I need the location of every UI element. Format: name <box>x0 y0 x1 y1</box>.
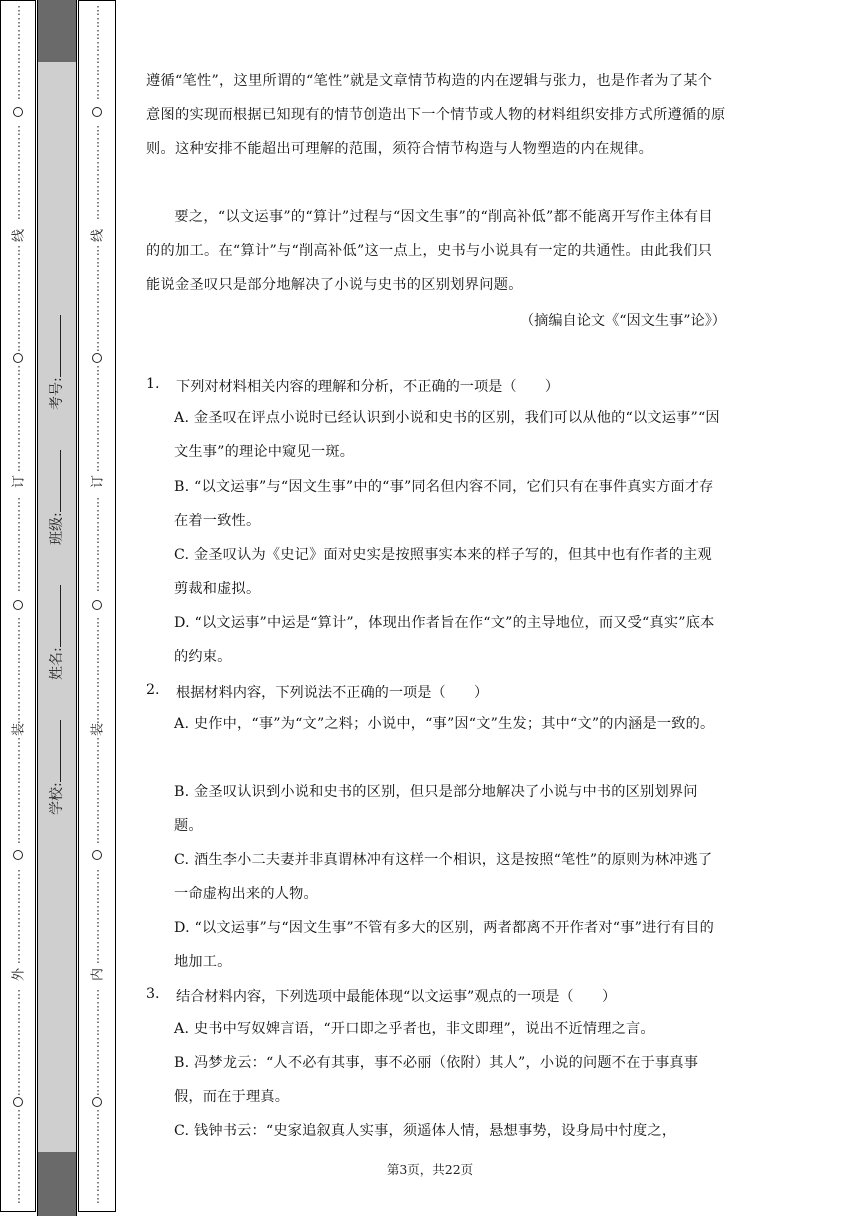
answer-option: A. 史书中写奴婢言语，“开口即之乎者也，非文即理”，说出不近情理之言。 <box>174 1021 655 1037</box>
outer-dots: ⋮ <box>13 1144 25 1157</box>
outer-dots: ⋮ <box>13 796 25 809</box>
outer-dots: ⋮ <box>13 628 25 641</box>
outer-dots: ⋮ <box>13 520 25 533</box>
answer-option: B. 冯梦龙云：“人不必有其事，事不必丽（依附）其人”，小说的问题不在于事真事假，而在于理真。 <box>174 1055 699 1105</box>
question-stem: 根据材料内容，下列说法不正确的一项是（ ） <box>176 685 489 701</box>
binding-hole-circle <box>13 850 23 860</box>
answer-option: C. 酒生李小二夫妻并非真谓林冲有这样一个相识，这是按照“笔性”的原则为林冲逃了一命虚构出来的人物。 <box>174 852 713 902</box>
passage-paragraph: 遵循“笔性”，这里所谓的“笔性”就是文章情节构造的内在逻辑与张力，也是作者为了某个意图的实现而根据已知现有的情节创造出下一个情节或人物的材料组织安排方式所遵循的原则。这种安排不能超出可理解的范围，须符合情节构造与人物塑造的内在规律。 <box>146 73 726 157</box>
outer-dots: ⋮ <box>13 1060 25 1073</box>
outer-dots: ⋮ <box>13 328 25 341</box>
inner-dots: ⋮ <box>92 508 104 521</box>
answer-option: A. 史作中，“事”为“文”之料；小说中，“事”因“文”生发；其中“文”的内涵是一致的。 <box>174 716 715 732</box>
outer-dots: ⋮ <box>13 688 25 701</box>
outer-dots: ⋮ <box>13 268 25 281</box>
answer-option: B. “以文运事”与“因文生事”中的“事”同名但内容不同，它们只有在事件真实方面才存在着一致性。 <box>174 479 714 529</box>
outer-dots: ⋮ <box>13 280 25 293</box>
outer-dots: ⋮ <box>13 1168 25 1181</box>
inner-dots: ⋮ <box>92 1192 104 1205</box>
page-footer: 第3页，共22页 <box>386 1162 474 1177</box>
inner-dots: ⋮ <box>92 400 104 413</box>
inner-dots: ⋮ <box>92 496 104 509</box>
outer-dots: ⋮ <box>13 736 25 749</box>
inner-dots: ⋮ <box>92 916 104 929</box>
outer-dots: ⋮ <box>13 172 25 185</box>
outer-dots: ⋮ <box>13 496 25 509</box>
outer-dots: ⋮ <box>13 436 25 449</box>
answer-option: D. “以文运事”中运是“算计”，体现出作者旨在作“文”的主导地位，而又受“真实”底本的约束。 <box>174 615 715 665</box>
outer-dots: ⋮ <box>13 64 25 77</box>
inner-dots: ⋮ <box>92 928 104 941</box>
inner-dots: ⋮ <box>92 160 104 173</box>
outer-dots: ⋮ <box>13 184 25 197</box>
inner-dots: ⋮ <box>92 544 104 557</box>
outer-dots: ⋮ <box>13 412 25 425</box>
outer-dots: ⋮ <box>13 940 25 953</box>
outer-dots: ⋮ <box>13 196 25 209</box>
outer-dots: ⋮ <box>13 748 25 761</box>
inner-dots: ⋮ <box>92 1084 104 1097</box>
passage-paragraph: 要之，“以文运事”的“算计”过程与“因文生事”的“削高补低”都不能离开写作主体有目的的加工。在“算计”与“削高补低”这一点上，史书与小说具有一定的共通性。由此我们只能说金圣叹只是部分地解决了小说与史书的区别划界问题。 <box>146 209 713 293</box>
inner-dots: ⋮ <box>92 736 104 749</box>
inner-dots: ⋮ <box>92 64 104 77</box>
outer-dots: ⋮ <box>13 16 25 29</box>
question-stem: 下列对材料相关内容的理解和分析，不正确的一项是（ ） <box>176 379 560 395</box>
outer-dots: ⋮ <box>13 76 25 89</box>
outer-dots: ⋮ <box>13 1132 25 1145</box>
binding-mark-character: 订 <box>90 475 106 489</box>
outer-dots: ⋮ <box>13 448 25 461</box>
outer-dots: ⋮ <box>13 652 25 665</box>
outer-dots: ⋮ <box>13 880 25 893</box>
outer-dots: ⋮ <box>13 700 25 713</box>
inner-dots: ⋮ <box>92 652 104 665</box>
outer-dots: ⋮ <box>13 1180 25 1193</box>
binding-mark-character: 装 <box>11 723 27 737</box>
inner-dots: ⋮ <box>92 172 104 185</box>
outer-dots: ⋮ <box>13 952 25 965</box>
inner-dots: ⋮ <box>92 868 104 881</box>
outer-dots: ⋮ <box>13 820 25 833</box>
outer-dots: ⋮ <box>13 388 25 401</box>
outer-dots: ⋮ <box>13 772 25 785</box>
outer-dots: ⋮ <box>13 1108 25 1121</box>
binding-mark-character: 订 <box>11 475 27 489</box>
binding-mark-character: 装 <box>90 723 106 737</box>
binding-hole-circle <box>13 600 23 610</box>
inner-dots: ⋮ <box>92 904 104 917</box>
inner-dots: ⋮ <box>92 28 104 41</box>
outer-dots: ⋮ <box>13 1072 25 1085</box>
inner-dots: ⋮ <box>92 688 104 701</box>
inner-dots: ⋮ <box>92 808 104 821</box>
inner-dots: ⋮ <box>92 424 104 437</box>
outer-dots: ⋮ <box>13 1084 25 1097</box>
outer-dots: ⋮ <box>13 1192 25 1205</box>
outer-dots: ⋮ <box>13 664 25 677</box>
inner-dots: ⋮ <box>92 1000 104 1013</box>
binding-hole-circle <box>92 107 102 117</box>
outer-dots: ⋮ <box>13 808 25 821</box>
outer-dots: ⋮ <box>13 712 25 725</box>
inner-dots: ⋮ <box>92 628 104 641</box>
binding-hole-circle <box>92 1097 102 1107</box>
outer-dots: ⋮ <box>13 1024 25 1037</box>
inner-dots: ⋮ <box>92 832 104 845</box>
inner-cut-line <box>90 0 106 1216</box>
inner-dots: ⋮ <box>92 784 104 797</box>
inner-dots: ⋮ <box>92 892 104 905</box>
student-info-fields <box>46 377 70 830</box>
passage-source: （摘编自论文《“因文生事”论》） <box>519 313 726 329</box>
inner-dots: ⋮ <box>92 340 104 353</box>
binding-mark-character: 外 <box>11 968 27 982</box>
inner-dots: ⋮ <box>92 1108 104 1121</box>
exam-number-field: 考号: <box>46 315 66 410</box>
answer-option: B. 金圣叹认识到小说和史书的区别，但只是部分地解决了小说与中书的区别划界问题。 <box>174 784 698 834</box>
outer-dots: ⋮ <box>13 1036 25 1049</box>
inner-dots: ⋮ <box>92 940 104 953</box>
outer-dots: ⋮ <box>13 1048 25 1061</box>
inner-dots: ⋮ <box>92 820 104 833</box>
outer-dots: ⋮ <box>13 88 25 101</box>
outer-dots: ⋮ <box>13 28 25 41</box>
outer-dots: ⋮ <box>13 868 25 881</box>
inner-dots: ⋮ <box>92 88 104 101</box>
outer-dots: ⋮ <box>13 616 25 629</box>
inner-dots: ⋮ <box>92 580 104 593</box>
inner-dots: ⋮ <box>92 388 104 401</box>
inner-dots: ⋮ <box>92 520 104 533</box>
inner-dots: ⋮ <box>92 412 104 425</box>
question-number: 1. <box>146 376 160 392</box>
inner-dots: ⋮ <box>92 364 104 377</box>
inner-dots: ⋮ <box>92 748 104 761</box>
inner-dots: ⋮ <box>92 256 104 269</box>
outer-dots: ⋮ <box>13 1012 25 1025</box>
binding-hole-circle <box>13 107 23 117</box>
inner-dots: ⋮ <box>92 460 104 473</box>
inner-dots: ⋮ <box>92 568 104 581</box>
outer-dots: ⋮ <box>13 1156 25 1169</box>
outer-dots: ⋮ <box>13 1000 25 1013</box>
outer-dots: ⋮ <box>13 988 25 1001</box>
outer-dots: ⋮ <box>13 208 25 221</box>
inner-dots: ⋮ <box>92 304 104 317</box>
inner-dots: ⋮ <box>92 4 104 17</box>
outer-dots: ⋮ <box>13 1120 25 1133</box>
question-number: 3. <box>146 986 160 1002</box>
outer-dots: ⋮ <box>13 928 25 941</box>
inner-dots: ⋮ <box>92 148 104 161</box>
inner-dots: ⋮ <box>92 640 104 653</box>
outer-dots: ⋮ <box>13 136 25 149</box>
outer-dots: ⋮ <box>13 460 25 473</box>
outer-dots: ⋮ <box>13 580 25 593</box>
inner-dots: ⋮ <box>92 1168 104 1181</box>
inner-dots: ⋮ <box>92 1132 104 1145</box>
inner-dots: ⋮ <box>92 268 104 281</box>
inner-dots: ⋮ <box>92 196 104 209</box>
inner-dots: ⋮ <box>92 700 104 713</box>
class-field: 班级: <box>46 450 66 545</box>
inner-dots: ⋮ <box>92 1060 104 1073</box>
outer-cut-line <box>11 0 27 1216</box>
outer-dots: ⋮ <box>13 424 25 437</box>
outer-dots: ⋮ <box>13 52 25 65</box>
outer-dots: ⋮ <box>13 364 25 377</box>
inner-dots: ⋮ <box>92 556 104 569</box>
outer-dots: ⋮ <box>13 544 25 557</box>
outer-dots: ⋮ <box>13 256 25 269</box>
binding-hole-circle <box>92 600 102 610</box>
inner-dots: ⋮ <box>92 760 104 773</box>
inner-dots: ⋮ <box>92 184 104 197</box>
inner-dots: ⋮ <box>92 1072 104 1085</box>
outer-dots: ⋮ <box>13 532 25 545</box>
inner-dots: ⋮ <box>92 772 104 785</box>
inner-dots: ⋮ <box>92 376 104 389</box>
answer-option: D. “以文运事”与“因文生事”不管有多大的区别，两者都离不开作者对“事”进行有目的地加工。 <box>174 920 714 970</box>
inner-dots: ⋮ <box>92 40 104 53</box>
outer-dots: ⋮ <box>13 832 25 845</box>
inner-dots: ⋮ <box>92 1120 104 1133</box>
question-number: 2. <box>146 682 160 698</box>
inner-dots: ⋮ <box>92 712 104 725</box>
inner-dots: ⋮ <box>92 1048 104 1061</box>
outer-dots: ⋮ <box>13 556 25 569</box>
binding-mark-character: 线 <box>11 229 27 243</box>
inner-dots: ⋮ <box>92 436 104 449</box>
outer-dots: ⋮ <box>13 760 25 773</box>
inner-dots: ⋮ <box>92 136 104 149</box>
answer-option: C. 金圣叹认为《史记》面对史实是按照事实本来的样子写的，但其中也有作者的主观剪裁和虚拟。 <box>174 547 712 597</box>
inner-dots: ⋮ <box>92 16 104 29</box>
outer-dots: ⋮ <box>13 640 25 653</box>
outer-dots: ⋮ <box>13 148 25 161</box>
inner-dots: ⋮ <box>92 52 104 65</box>
name-field: 姓名: <box>46 585 66 680</box>
inner-dots: ⋮ <box>92 124 104 137</box>
inner-dots: ⋮ <box>92 316 104 329</box>
inner-dots: ⋮ <box>92 1036 104 1049</box>
inner-dots: ⋮ <box>92 616 104 629</box>
outer-dots: ⋮ <box>13 376 25 389</box>
outer-dots: ⋮ <box>13 292 25 305</box>
outer-dots: ⋮ <box>13 4 25 17</box>
inner-dots: ⋮ <box>92 1156 104 1169</box>
outer-dots: ⋮ <box>13 508 25 521</box>
binding-mark-character: 内 <box>90 968 106 982</box>
binding-mark-character: 线 <box>90 229 106 243</box>
inner-dots: ⋮ <box>92 328 104 341</box>
outer-dots: ⋮ <box>13 304 25 317</box>
outer-dots: ⋮ <box>13 784 25 797</box>
inner-dots: ⋮ <box>92 532 104 545</box>
inner-dots: ⋮ <box>92 292 104 305</box>
outer-dots: ⋮ <box>13 916 25 929</box>
inner-dots: ⋮ <box>92 208 104 221</box>
answer-option: C. 钱钟书云：“史家追叙真人实事，须遥体人情，悬想事势，设身局中忖度之， <box>174 1123 677 1139</box>
binding-hole-circle <box>92 353 102 363</box>
inner-dots: ⋮ <box>92 952 104 965</box>
inner-dots: ⋮ <box>92 1012 104 1025</box>
inner-dots: ⋮ <box>92 988 104 1001</box>
outer-dots: ⋮ <box>13 40 25 53</box>
inner-dots: ⋮ <box>92 244 104 257</box>
inner-dots: ⋮ <box>92 1180 104 1193</box>
binding-hole-circle <box>92 850 102 860</box>
binding-hole-circle <box>13 353 23 363</box>
inner-dots: ⋮ <box>92 76 104 89</box>
outer-dots: ⋮ <box>13 124 25 137</box>
outer-dots: ⋮ <box>13 160 25 173</box>
outer-dots: ⋮ <box>13 316 25 329</box>
binding-dark-block-top <box>38 0 76 62</box>
outer-dots: ⋮ <box>13 568 25 581</box>
inner-dots: ⋮ <box>92 1024 104 1037</box>
inner-dots: ⋮ <box>92 664 104 677</box>
outer-dots: ⋮ <box>13 892 25 905</box>
inner-dots: ⋮ <box>92 676 104 689</box>
inner-dots: ⋮ <box>92 796 104 809</box>
outer-dots: ⋮ <box>13 340 25 353</box>
question-stem: 结合材料内容，下列选项中最能体现“以文运事”观点的一项是（ ） <box>176 989 617 1005</box>
binding-hole-circle <box>13 1097 23 1107</box>
outer-dots: ⋮ <box>13 904 25 917</box>
outer-dots: ⋮ <box>13 244 25 257</box>
answer-option: A. 金圣叹在评点小说时已经认识到小说和史书的区别，我们可以从他的“以文运事”“因文生事”的理论中窥见一斑。 <box>174 410 720 460</box>
inner-dots: ⋮ <box>92 280 104 293</box>
outer-dots: ⋮ <box>13 676 25 689</box>
outer-dots: ⋮ <box>13 400 25 413</box>
inner-dots: ⋮ <box>92 880 104 893</box>
inner-dots: ⋮ <box>92 1144 104 1157</box>
inner-dots: ⋮ <box>92 448 104 461</box>
school-field: 学校: <box>46 720 66 815</box>
